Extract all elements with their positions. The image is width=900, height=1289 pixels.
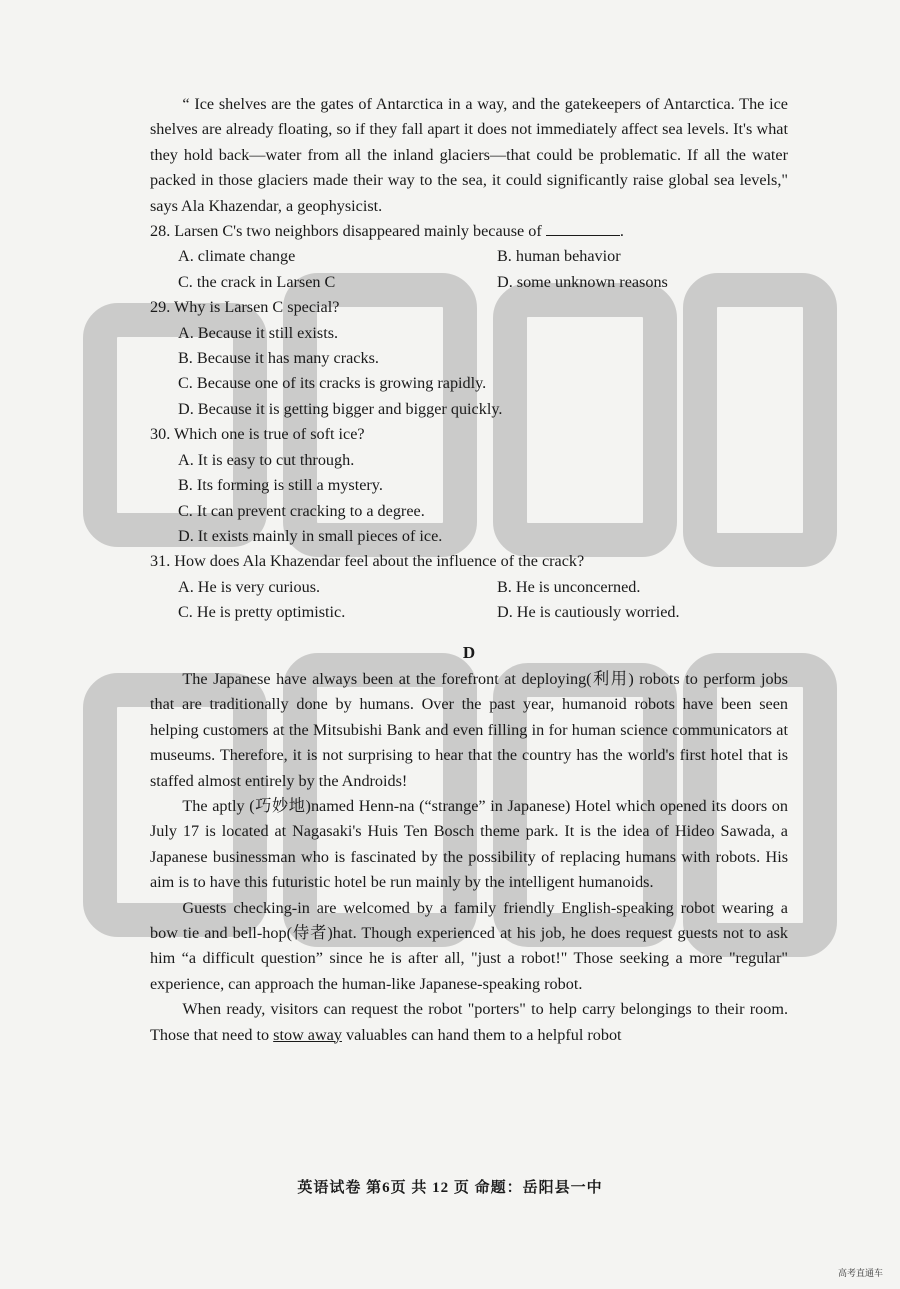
- section-d-title: D: [462, 642, 476, 662]
- question-31-option-c: C. He is pretty optimistic.: [178, 603, 346, 622]
- section-d-paragraph-4: When ready, visitors can request the robot "porters" to help carry belongings to their room. Those that need to stow away valuables can hand them to a helpful robot: [150, 1000, 788, 1044]
- corner-watermark-text: 高考直通车: [838, 1268, 884, 1278]
- passage-c-tail: “ Ice shelves are the gates of Antarctica in a way, and the gatekeepers of Antarctica. The ice shelves are already floating, so if they fall apart it does not immediately affect sea levels. It's what they hold back—water from all the inland glaciers—that could be problematic. If all the water packed in those glaciers made their way to the sea, it could significantly raise global sea levels," says Ala Khazendar, a geophysicist.: [150, 95, 788, 215]
- question-28-option-d: D. some unknown reasons: [497, 272, 668, 291]
- section-d-paragraph-2: The aptly (巧妙地)named Henn-na (“strange” in Japanese) Hotel which opened its doors on July 17 is located at Nagasaki's Huis Ten Bosch theme park. It is the idea of Hideo Sawada, a Japanese businessman who is fascinated by the possibility of replacing humans with robots. His aim is to have this futuristic hotel be run mainly by the intelligent humanoids.: [150, 796, 788, 892]
- underlined-phrase: stow away: [273, 1025, 342, 1044]
- question-28-stem: 28. Larsen C's two neighbors disappeared mainly because of: [150, 222, 542, 241]
- question-31-stem: 31. How does Ala Khazendar feel about the influence of the crack?: [150, 552, 585, 571]
- answer-blank: [546, 221, 620, 236]
- section-d-paragraph-1: The Japanese have always been at the forefront at deploying(利用) robots to perform jobs that are traditionally done by humans. Over the past year, humanoid robots have been seen helping customers at the Mitsubishi Bank and even filling in for human science communicators at museums. Therefore, it is not surprising to hear that the country has the world's first hotel that is staffed almost entirely by the Androids!: [150, 669, 788, 790]
- question-29-option-a: A. Because it still exists.: [178, 323, 339, 342]
- page-footer: 英语试卷 第6页 共 12 页 命题：岳阳县一中: [297, 1180, 603, 1196]
- question-29-option-b: B. Because it has many cracks.: [178, 349, 379, 368]
- question-30-option-a: A. It is easy to cut through.: [178, 450, 355, 469]
- question-28-option-c: C. the crack in Larsen C: [178, 272, 336, 291]
- question-31-option-b: B. He is unconcerned.: [497, 577, 641, 596]
- question-29-stem: 29. Why is Larsen C special?: [150, 298, 340, 317]
- question-28-option-b: B. human behavior: [497, 247, 621, 266]
- question-30-option-d: D. It exists mainly in small pieces of ice.: [178, 526, 443, 545]
- question-30-stem: 30. Which one is true of soft ice?: [150, 425, 365, 444]
- question-30-option-c: C. It can prevent cracking to a degree.: [178, 501, 425, 520]
- question-28: 28. Larsen C's two neighbors disappeared mainly because of . A. climate change B. human behavior C. the crack in Larsen C D. some unknown reasons: [150, 219, 788, 295]
- question-30: [150, 422, 788, 549]
- question-30-option-b: B. Its forming is still a mystery.: [178, 476, 383, 495]
- question-31-option-a: A. He is very curious.: [178, 577, 321, 596]
- question-31-option-d: D. He is cautiously worried.: [497, 603, 680, 622]
- question-29-option-d: D. Because it is getting bigger and bigger quickly.: [178, 399, 503, 418]
- question-28-option-a: A. climate change: [178, 247, 296, 266]
- question-31: [150, 549, 788, 625]
- page-content: [150, 92, 788, 1048]
- section-d-paragraph-3: Guests checking-in are welcomed by a family friendly English-speaking robot wearing a bow tie and bell-hop(侍者)hat. Though experienced at his job, he does request guests not to ask him “a difficult question” since he is after all, "just a robot!" Those seeking a more "regular" experience, can approach the human-like Japanese-speaking robot.: [150, 898, 788, 993]
- question-29-option-c: C. Because one of its cracks is growing rapidly.: [178, 374, 487, 393]
- question-29: [150, 295, 788, 422]
